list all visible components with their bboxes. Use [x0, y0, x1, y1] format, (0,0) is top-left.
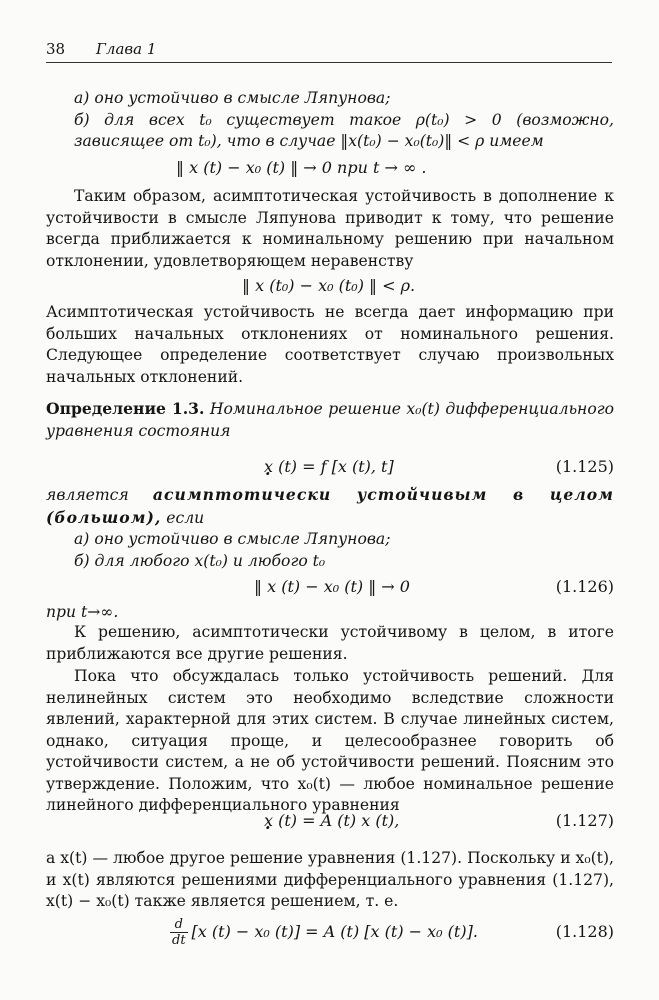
eq-127-formula: x (t) = A (t) x (t), — [264, 811, 400, 830]
inequality-formula: ‖ x (t₀) − x₀ (t₀) ‖ < ρ. — [242, 276, 416, 295]
paragraph-2-text: Асимптотическая устойчивость не всегда дает информацию при больших начальных отклонениях от номинального решения. Следующее определение соответствует случаю произвольных начальных отклонений. — [46, 303, 614, 386]
paragraph-1 — [46, 186, 614, 272]
chapter-title: Глава 1 — [96, 40, 157, 58]
definition-1-3 — [46, 398, 614, 624]
equation-1-127 — [46, 806, 614, 836]
if-text: если — [166, 508, 205, 527]
definition-item-b: б) для любого x(t₀) и любого t₀ — [74, 551, 326, 570]
paragraph-5 — [46, 848, 614, 913]
paragraph-5-text: а x(t) — любое другое решение уравнения (1.127). Поскольку и x₀(t), и x(t) являются решениями дифференциального уравнения (1.127), x(t) − x₀(t) также является решением, т. е. — [46, 849, 614, 910]
eq-128-rest: [x (t) − x₀ (t)] = A (t) [x (t) − x₀ (t)]. — [191, 922, 478, 941]
equation-1-128-block — [46, 912, 614, 952]
eq-128-number: (1.128) — [555, 922, 614, 941]
eq-126-formula: ‖ x (t) − x₀ (t) ‖ → 0 — [254, 577, 410, 596]
paragraph-3 — [46, 622, 614, 665]
derivative-fraction — [170, 917, 188, 948]
at-infinity-text: при t→∞. — [46, 603, 119, 621]
equation-1-126 — [46, 572, 614, 602]
conditions-block — [46, 88, 614, 183]
condition-a: а) оно устойчиво в смысле Ляпунова; — [74, 89, 391, 107]
equation-limit — [46, 153, 614, 183]
eq-125-formula: x (t) = f [x (t), t] — [264, 457, 394, 476]
paragraph-4-text: Пока что обсуждалась только устойчивость решений. Для нелинейных систем это необходимо вследствие сложности явлений, характерной для этих систем. В случае линейных систем, однако, ситуация проще, и целесообразнее говорить об устойчивости систем, а не об устойчивости решений. Поясним это утверждение. Положим, что x₀(t) — любое номинальное решение линейного дифференциального уравнения — [46, 667, 614, 814]
eq-127-number: (1.127) — [555, 811, 614, 830]
eq-128-formula — [170, 912, 478, 952]
fraction-numerator: d — [170, 917, 188, 933]
equation-inequality — [46, 271, 614, 301]
eq-125-number: (1.125) — [555, 457, 614, 476]
inequality-block — [46, 271, 614, 301]
paragraph-2 — [46, 302, 614, 388]
is-text: является — [46, 486, 129, 504]
condition-b: б) для всех t₀ существует такое ρ(t₀) > 0 (возможно, зависящее от t₀), что в случае ‖x(t₀) − x₀(t₀)‖ < ρ имеем — [74, 110, 614, 150]
equation-1-127-block — [46, 806, 614, 836]
eq-126-number: (1.126) — [555, 577, 614, 596]
limit-formula: ‖ x (t) − x₀ (t) ‖ → 0 при t → ∞ . — [176, 157, 427, 177]
equation-1-125 — [46, 452, 614, 482]
page-number: 38 — [46, 40, 66, 58]
running-header — [46, 40, 612, 63]
paragraph-1-text: Таким образом, асимптотическая устойчивость в дополнение к устойчивости в смысле Ляпунова приводит к тому, что решение всегда приближается к номинальному решению при начальном отклонении, удовлетворяющем неравенству — [46, 187, 614, 270]
equation-1-128 — [46, 912, 614, 952]
definition-term: асимптотически устойчивым в целом (большом), — [46, 485, 614, 527]
definition-label: Определение 1.3. — [46, 399, 205, 418]
fraction-denominator: dt — [172, 933, 186, 948]
definition-item-a: а) оно устойчиво в смысле Ляпунова; — [74, 530, 391, 548]
paragraph-4 — [46, 666, 614, 817]
definition-text: Номинальное решение x₀(t) дифференциального уравнения состояния — [46, 400, 614, 440]
paragraph-3-text: К решению, асимптотически устойчивому в целом, в итоге приближаются все другие решения. — [46, 623, 614, 663]
